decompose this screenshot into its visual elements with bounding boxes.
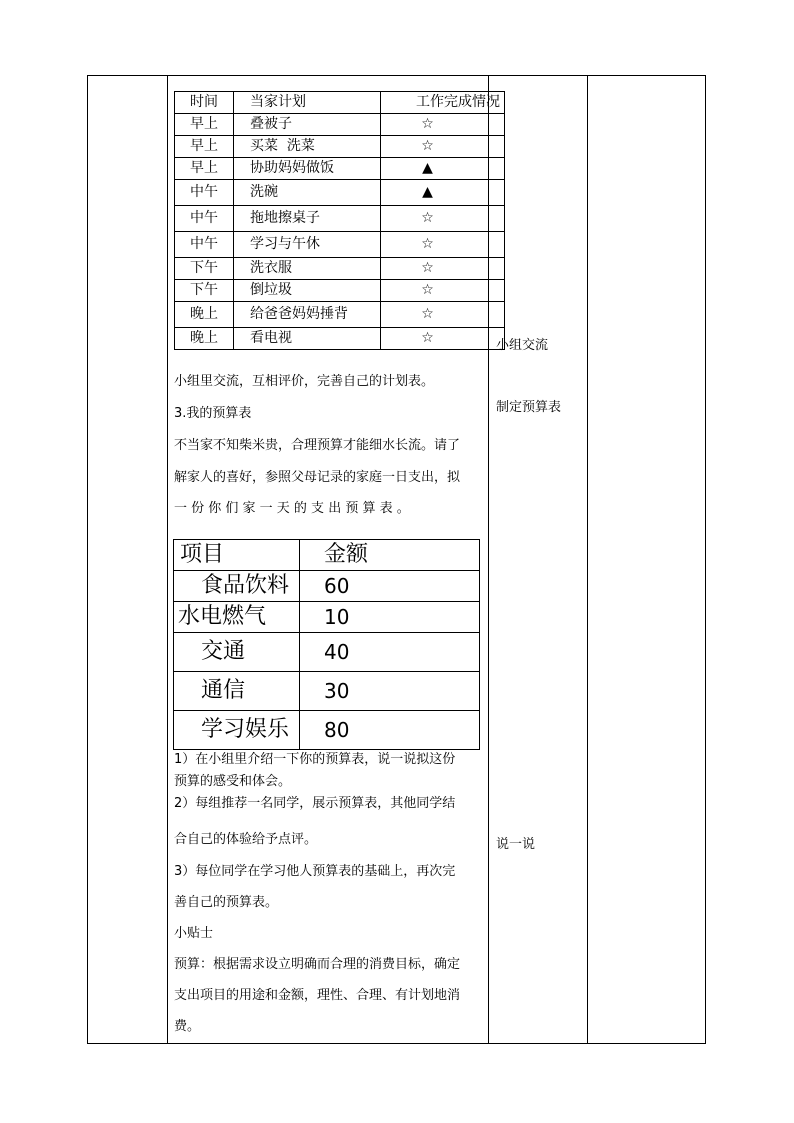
column-divider bbox=[587, 75, 588, 1044]
cell-task: 拖地擦桌子 bbox=[234, 206, 381, 232]
cell-status: ☆ bbox=[381, 136, 505, 158]
cell-task: 洗衣服 bbox=[234, 258, 381, 280]
table-row bbox=[175, 232, 505, 258]
column-divider bbox=[167, 75, 168, 1044]
step-1-line-2: 预算的感受和体会。 bbox=[174, 774, 292, 789]
table-row bbox=[175, 302, 505, 328]
cell-time: 中午 bbox=[175, 180, 234, 206]
cell-time: 早上 bbox=[175, 158, 234, 180]
step-2-line-2: 合自己的体验给予点评。 bbox=[174, 832, 318, 847]
intro-line-1: 不当家不知柴米贵，合理预算才能细水长流。请了 bbox=[174, 438, 461, 453]
tip-title: 小贴士 bbox=[174, 926, 214, 941]
cell-task: 买菜 洗菜 bbox=[234, 136, 381, 158]
cell-amount: 80 bbox=[300, 711, 480, 750]
cell-amount: 60 bbox=[300, 571, 480, 602]
header-amount: 金额 bbox=[300, 540, 480, 571]
side-note-group-exchange: 小组交流 bbox=[496, 338, 549, 353]
cell-status: ☆ bbox=[381, 232, 505, 258]
cell-item: 水电燃气 bbox=[174, 602, 300, 633]
step-2-line-1: 2）每组推荐一名同学，展示预算表，其他同学结 bbox=[174, 796, 456, 811]
side-note-make-budget: 制定预算表 bbox=[496, 400, 562, 415]
step-1-line-1: 1）在小组里介绍一下你的预算表，说一说拟这份 bbox=[174, 752, 456, 767]
cell-time: 下午 bbox=[175, 280, 234, 302]
table-row bbox=[175, 206, 505, 232]
cell-task: 给爸爸妈妈捶背 bbox=[234, 302, 381, 328]
table-row bbox=[175, 328, 505, 350]
side-note-talk: 说一说 bbox=[496, 837, 536, 852]
tip-line-1: 预算：根据需求设立明确而合理的消费目标，确定 bbox=[174, 957, 461, 972]
intro-line-2: 解家人的喜好，参照父母记录的家庭一日支出，拟 bbox=[174, 470, 461, 485]
cell-item: 交通 bbox=[174, 633, 300, 672]
table-row bbox=[174, 602, 480, 633]
cell-status: ☆ bbox=[381, 114, 505, 136]
step-3-line-1: 3）每位同学在学习他人预算表的基础上，再次完 bbox=[174, 864, 456, 879]
cell-amount: 40 bbox=[300, 633, 480, 672]
cell-task: 叠被子 bbox=[234, 114, 381, 136]
cell-status: ☆ bbox=[381, 280, 505, 302]
cell-status: ☆ bbox=[381, 328, 505, 350]
cell-status: ☆ bbox=[381, 302, 505, 328]
cell-task: 看电视 bbox=[234, 328, 381, 350]
cell-time: 晚上 bbox=[175, 328, 234, 350]
header-status: 工作完成情况 bbox=[381, 92, 505, 114]
budget-table bbox=[173, 539, 480, 750]
cell-time: 中午 bbox=[175, 232, 234, 258]
tip-line-2: 支出项目的用途和金额，理性、合理、有计划地消 bbox=[174, 988, 461, 1003]
cell-task: 倒垃圾 bbox=[234, 280, 381, 302]
table-header-row bbox=[174, 540, 480, 571]
cell-status: ☆ bbox=[381, 206, 505, 232]
table-row bbox=[174, 711, 480, 750]
cell-item: 通信 bbox=[174, 672, 300, 711]
housekeeping-plan-table bbox=[174, 91, 505, 350]
table-row bbox=[175, 180, 505, 206]
table-row bbox=[175, 258, 505, 280]
cell-status: ☆ bbox=[381, 258, 505, 280]
cell-item: 食品饮料 bbox=[174, 571, 300, 602]
step-3-line-2: 善自己的预算表。 bbox=[174, 895, 279, 910]
table-header-row bbox=[175, 92, 505, 114]
cell-amount: 10 bbox=[300, 602, 480, 633]
cell-amount: 30 bbox=[300, 672, 480, 711]
cell-time: 早上 bbox=[175, 136, 234, 158]
table-row bbox=[175, 280, 505, 302]
cell-time: 中午 bbox=[175, 206, 234, 232]
table-row bbox=[174, 633, 480, 672]
table-row bbox=[174, 571, 480, 602]
cell-task: 洗碗 bbox=[234, 180, 381, 206]
table-row bbox=[175, 158, 505, 180]
header-plan: 当家计划 bbox=[234, 92, 381, 114]
cell-time: 早上 bbox=[175, 114, 234, 136]
intro-line-3: 一 份 你 们 家 一 天 的 支 出 预 算 表 。 bbox=[174, 501, 410, 516]
tip-line-3: 费。 bbox=[174, 1019, 201, 1034]
cell-status: ▲ bbox=[381, 158, 505, 180]
cell-item: 学习娱乐 bbox=[174, 711, 300, 750]
section-heading-budget: 3.我的预算表 bbox=[174, 406, 252, 421]
table-row bbox=[175, 136, 505, 158]
table-row bbox=[174, 672, 480, 711]
cell-status: ▲ bbox=[381, 180, 505, 206]
exchange-instruction: 小组里交流，互相评价，完善自己的计划表。 bbox=[174, 374, 435, 389]
header-time: 时间 bbox=[175, 92, 234, 114]
table-row bbox=[175, 114, 505, 136]
cell-task: 协助妈妈做饭 bbox=[234, 158, 381, 180]
cell-time: 下午 bbox=[175, 258, 234, 280]
cell-task: 学习与午休 bbox=[234, 232, 381, 258]
header-item: 项目 bbox=[174, 540, 300, 571]
cell-time: 晚上 bbox=[175, 302, 234, 328]
